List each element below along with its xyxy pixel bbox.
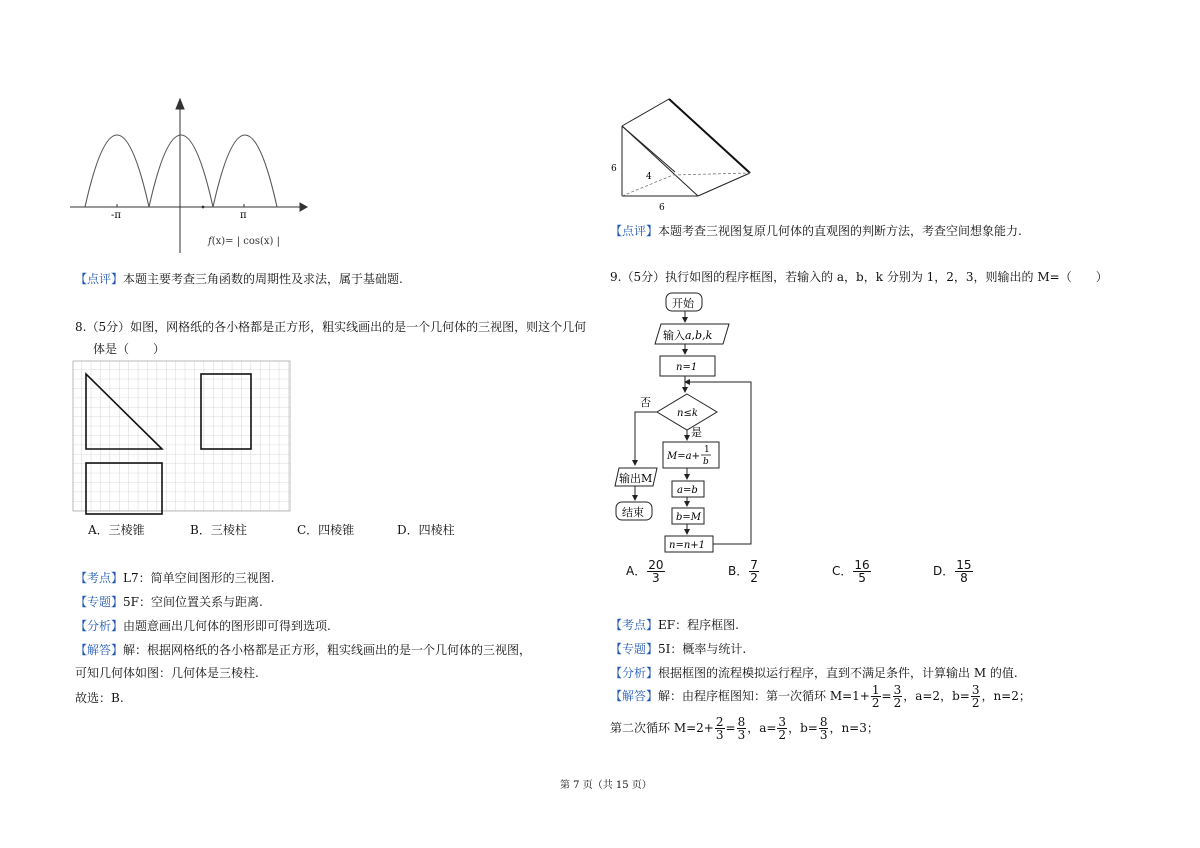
function-formula: f(x)= | cos(x) | [208,236,280,247]
pi-label: π [240,210,247,221]
q8-option-d[interactable]: D．四棱柱 [397,523,455,537]
flow-no: 否 [640,396,651,409]
flow-yes: 是 [691,426,702,439]
q9-option-d[interactable]: D． $\frac{15}{8}$ [933,558,972,585]
flow-input: 输入a,b,k [663,329,713,342]
comment-2: 【点评】本题考查三视图复原几何体的直观图的判断方法，考查空间想象能力. [610,224,1022,238]
flow-start: 开始 [672,297,694,310]
tag-dianping: 【点评】 [75,272,124,286]
three-view-grid [72,360,294,516]
comment-1-text: 本题主要考查三角函数的周期性及求法，属于基础题. [123,272,403,286]
prism-figure [605,95,760,215]
flow-assign-den: b [703,457,709,467]
cos-graph [65,95,315,260]
graph-curve [85,135,277,207]
flow-init: n=1 [676,362,698,373]
flow-assign: M=a+ [667,451,700,462]
q9-option-c[interactable]: C． $\frac{16}{5}$ [832,558,870,585]
q8-stem-line1: 8.（5分）如图，网格纸的各小格都是正方形，粗实线画出的是一个几何体的三视图，则这个几何 [75,320,587,334]
q9-stem: 9.（5分）执行如图的程序框图，若输入的 a，b，k 分别为 1，2，3，则输出的 M=（ ） [610,270,1108,284]
q8-option-a[interactable]: A．三棱锥 [88,523,145,537]
flowchart [605,288,765,558]
prism-label-6-left: 6 [611,164,617,174]
prism-label-4: 4 [646,172,652,182]
flow-end: 结束 [622,506,644,519]
q8-solution-line3: 故选：B. [75,691,124,705]
q9-option-b[interactable]: B． $\frac{7}{2}$ [728,558,758,585]
graph-axes [70,99,307,253]
q9-fenxi: 【分析】根据框图的流程模拟运行程序，直到不满足条件，计算输出 M 的值. [610,666,1018,680]
flow-assign-num: 1 [704,445,710,455]
q9-second-loop: 第二次循环 M=2+ $\frac{2}{3}$ = $\frac{8}{3}$ ，a= $\frac{3}{2}$ ，b= $\frac{8}{3}$ ，n=3； [610,715,879,742]
q8-stem-line2: 体是（ ） [93,342,166,356]
flow-b-eq-m: b=M [676,512,702,523]
prism-label-6-bottom: 6 [659,203,665,213]
q8-fenxi: 【分析】由题意画出几何体的图形即可得到选项. [75,619,331,633]
q9-zhuanti: 【专题】5I：概率与统计. [610,642,747,656]
q8-zhuanti: 【专题】5F：空间位置关系与距离. [75,595,263,609]
flow-output: 输出M [619,472,653,485]
neg-pi-label: -π [111,210,121,221]
page-footer: 第 7 页（共 15 页） [560,780,652,791]
q8-option-b[interactable]: B．三棱柱 [190,523,247,537]
q8-option-c[interactable]: C．四棱锥 [297,523,355,537]
q8-solution-line2: 可知几何体如图：几何体是三棱柱. [75,666,259,680]
flow-inc: n=n+1 [669,540,706,551]
q9-option-a[interactable]: A． $\frac{20}{3}$ [626,558,664,585]
q9-kaodian: 【考点】EF：程序框图. [610,618,739,632]
q9-jieda: 【解答】解：由程序框图知：第一次循环 M=1+ $\frac{1}{2}$ = $\frac{3}{2}$ ，a=2，b= $\frac{3}{2}$ ，n=2； [610,683,1031,710]
q8-jieda: 【解答】解：根据网格纸的各小格都是正方形，粗实线画出的是一个几何体的三视图， [75,643,532,657]
flow-cond: n≤k [677,408,698,419]
comment-1 [75,270,403,287]
flow-a-eq-b: a=b [677,485,698,496]
q8-kaodian: 【考点】L7：简单空间图形的三视图. [75,571,275,585]
